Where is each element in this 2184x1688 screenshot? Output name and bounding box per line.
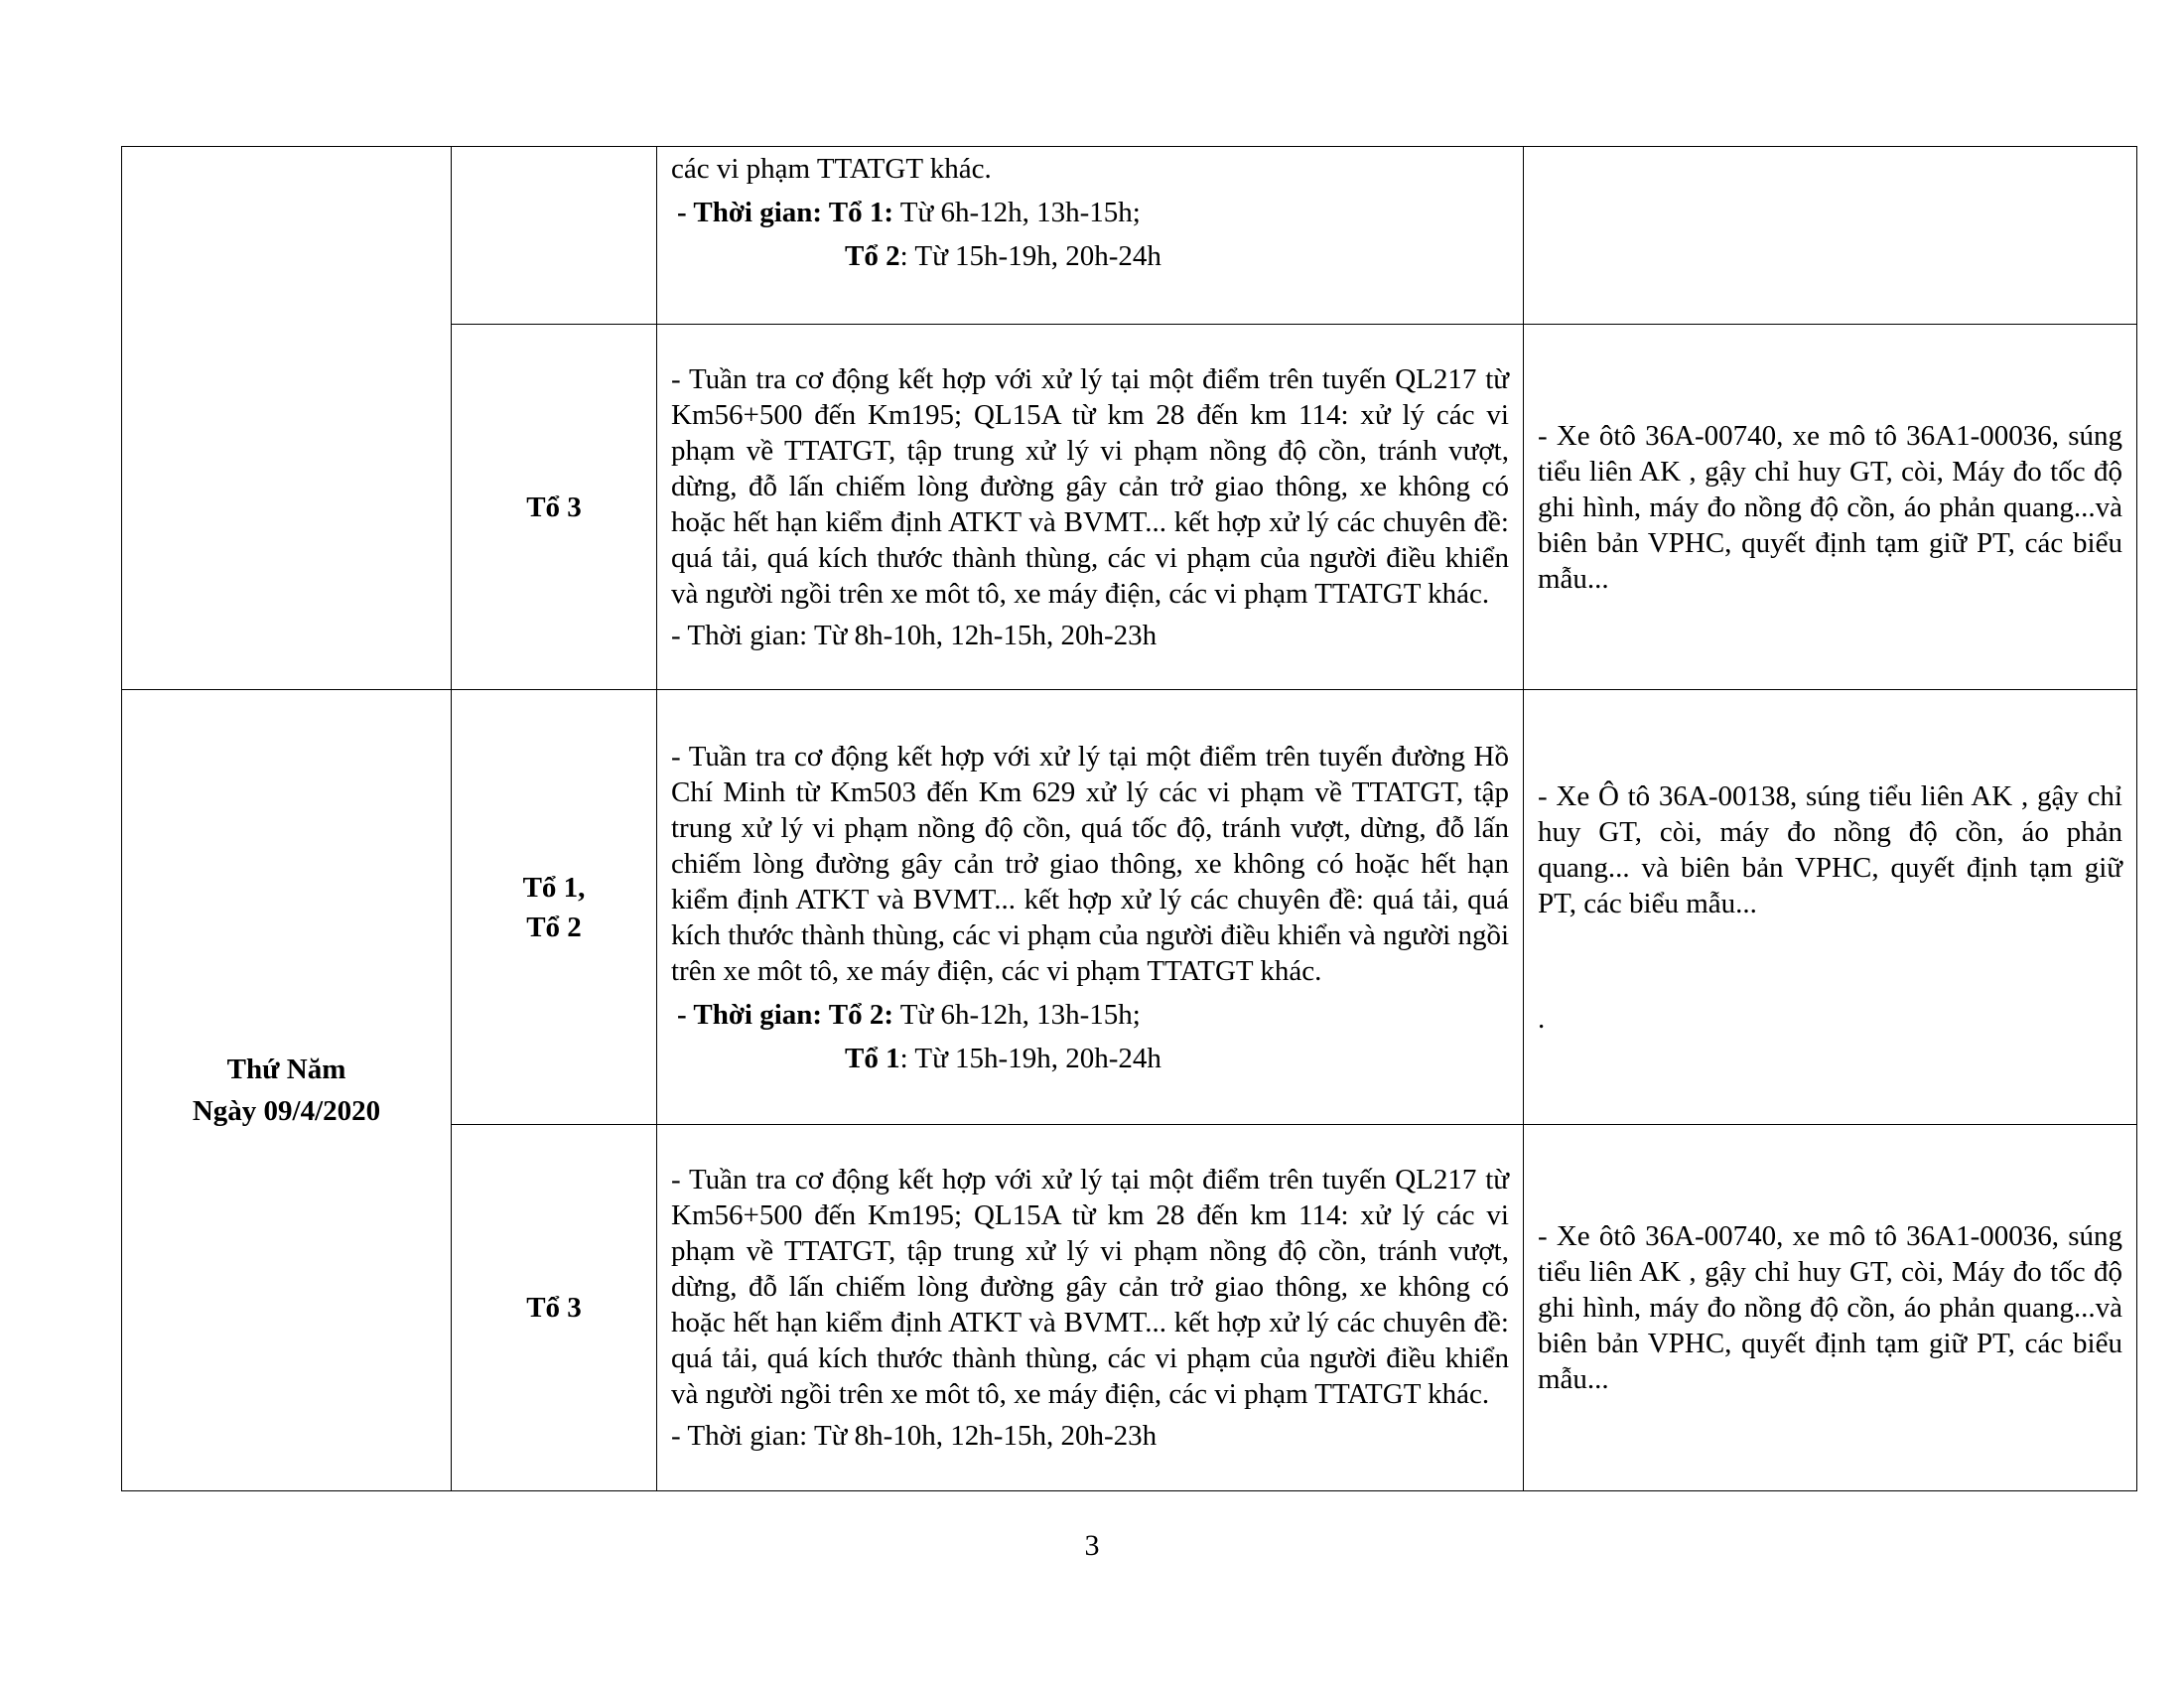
time-line: - Thời gian: Từ 8h-10h, 12h-15h, 20h-23h — [671, 1420, 1158, 1452]
time-label: Tổ 2 — [845, 240, 900, 272]
schedule-table — [121, 146, 2137, 1491]
day-cell — [122, 690, 452, 1491]
content-text: - Tuần tra cơ động kết hợp với xử lý tại một điểm trên tuyến QL217 từ Km56+500 đến Km195; QL15A từ km 28 đến km 114: xử lý các vi phạm về TTATGT, tập trung xử lý vi phạm nồng độ cồn, tránh vượt, dừng, đỗ lấn chiếm lòng đường gây cản trở giao thông, xe không có hoặc hết hạn kiểm định ATKT và BVMT... kết hợp xử lý các chuyên đề: quá tải, quá kích thước thành thùng, các vi phạm của người điều khiển và người ngồi trên xe môt tô, xe máy điện, các vi phạm TTATGT khác. — [671, 1164, 1509, 1410]
equipment-cell: - Xe ôtô 36A-00740, xe mô tô 36A1-00036, súng tiểu liên AK , gậy chỉ huy GT, còi, Máy đo tốc độ ghi hình, máy đo nồng độ cồn, áo phản quang...và biên bản VPHC, quyết định tạm giữ PT, các biểu mẫu... — [1524, 1125, 2137, 1491]
day-cell-empty — [122, 147, 452, 690]
team-cell — [452, 690, 657, 1125]
content-cell — [657, 1125, 1524, 1491]
time-line: - Thời gian: Từ 8h-10h, 12h-15h, 20h-23h — [671, 619, 1158, 651]
time-label: - Thời gian: Tổ 2: — [677, 998, 894, 1031]
team-cell-empty — [452, 147, 657, 325]
time-value: Từ 6h-12h, 13h-15h; — [893, 998, 1141, 1031]
time-value: : Từ 15h-19h, 20h-24h — [899, 1042, 1161, 1074]
time-line-1 — [671, 195, 1509, 230]
content-text: - Tuần tra cơ động kết hợp với xử lý tại một điểm trên tuyến đường Hồ Chí Minh từ Km503 đến Km 629 xử lý các vi phạm về TTATGT, tập trung xử lý vi phạm nồng độ cồn, quá tốc độ, tránh vượt, dừng, đỗ lấn chiếm lòng đường gây cản trở giao thông, xe không có hoặc hết hạn kiểm định ATKT và BVMT... kết hợp xử lý các chuyên đề: quá tải, quá kích thước thành thùng, các vi phạm của người điều khiển và người ngồi trên xe môt tô, xe máy điện, các vi phạm TTATGT khác. — [671, 740, 1509, 987]
table-row — [122, 690, 2137, 1125]
table-row — [122, 147, 2137, 325]
team-line-2: Tổ 2 — [526, 911, 582, 943]
content-cell — [657, 690, 1524, 1125]
time-value: Từ 6h-12h, 13h-15h; — [893, 197, 1141, 228]
day-date: Ngày 09/4/2020 — [192, 1095, 381, 1127]
content-cell — [657, 325, 1524, 690]
equipment-text: - Xe Ô tô 36A-00138, súng tiểu liên AK , gậy chỉ huy GT, còi, máy đo nồng độ cồn, áo phản quang... và biên bản VPHC, quyết định tạm giữ PT, các biểu mẫu... — [1538, 779, 2122, 919]
day-name: Thứ Năm — [226, 1054, 346, 1085]
content-cell — [657, 147, 1524, 325]
page-number: 3 — [1084, 1529, 1100, 1562]
equipment-cell-empty — [1524, 147, 2137, 325]
time-line-1 — [671, 997, 1509, 1033]
time-label: Tổ 1 — [845, 1042, 900, 1074]
time-label: - Thời gian: Tổ 1: — [677, 197, 894, 228]
equipment-extra: . — [1538, 1002, 1546, 1035]
content-text: các vi phạm TTATGT khác. — [671, 153, 992, 185]
time-value: : Từ 15h-19h, 20h-24h — [899, 240, 1161, 272]
equipment-cell — [1524, 690, 2137, 1125]
team-cell: Tổ 3 — [452, 325, 657, 690]
content-text: - Tuần tra cơ động kết hợp với xử lý tại một điểm trên tuyến QL217 từ Km56+500 đến Km195; QL15A từ km 28 đến km 114: xử lý các vi phạm về TTATGT, tập trung xử lý vi phạm nồng độ cồn, tránh vượt, dừng, đỗ lấn chiếm lòng đường gây cản trở giao thông, xe không có hoặc hết hạn kiểm định ATKT và BVMT... kết hợp xử lý các chuyên đề: quá tải, quá kích thước thành thùng, các vi phạm của người điều khiển và người ngồi trên xe môt tô, xe máy điện, các vi phạm TTATGT khác. — [671, 362, 1509, 610]
team-line-1: Tổ 1, — [522, 871, 586, 904]
equipment-cell: - Xe ôtô 36A-00740, xe mô tô 36A1-00036, súng tiểu liên AK , gậy chỉ huy GT, còi, Máy đo tốc độ ghi hình, máy đo nồng độ cồn, áo phản quang...và biên bản VPHC, quyết định tạm giữ PT, các biểu mẫu... — [1524, 325, 2137, 690]
team-cell: Tổ 3 — [452, 1125, 657, 1491]
time-line-2 — [671, 1041, 1509, 1076]
time-line-2 — [671, 238, 1509, 274]
